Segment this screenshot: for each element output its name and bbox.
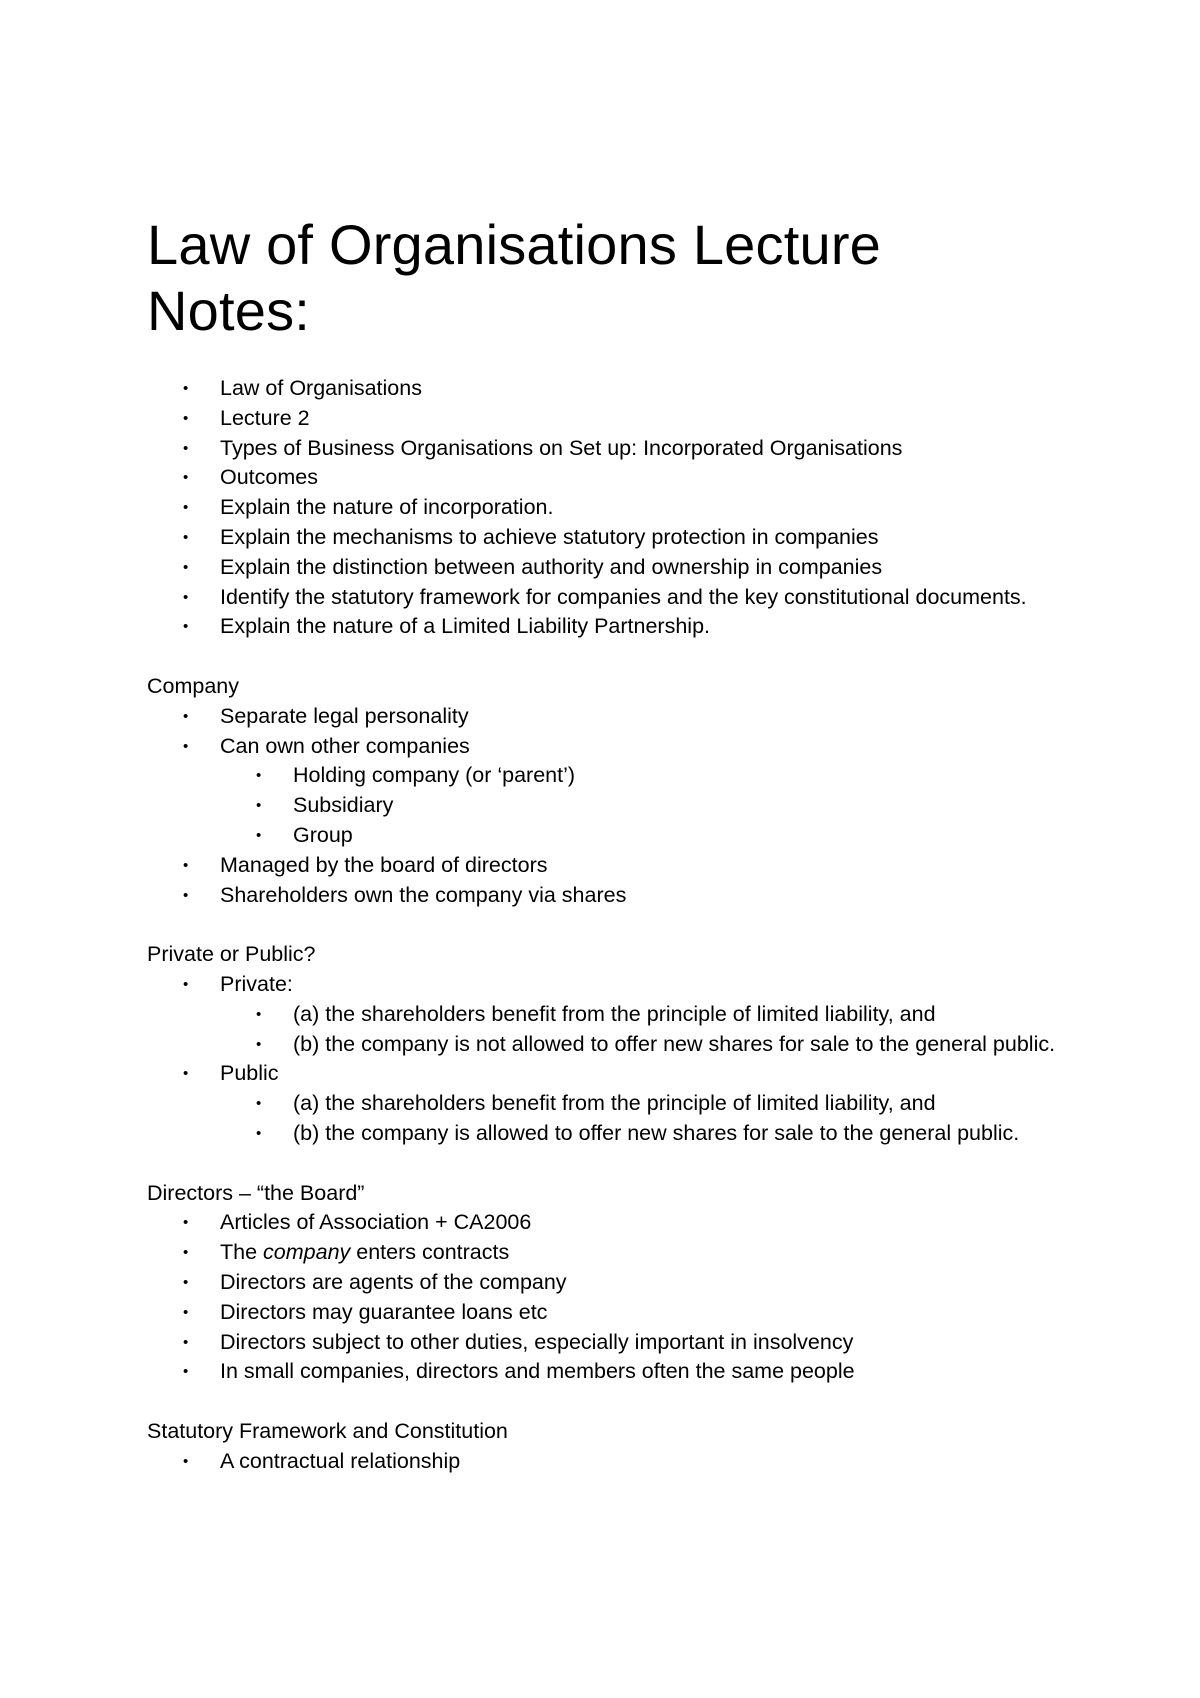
public-list [147, 1059, 1087, 1089]
list-item: • Group [147, 821, 1087, 851]
text-segment: enters contracts [350, 1240, 510, 1265]
section-heading: Private or Public? [147, 942, 316, 967]
public-sub-list [147, 1089, 1087, 1149]
section-private-public [147, 940, 1087, 1149]
list-item: • Subsidiary [147, 791, 1087, 821]
company-list-continued [147, 851, 1087, 911]
list-item: • Articles of Association + CA2006 [147, 1208, 1087, 1238]
list-item: • Identify the statutory framework for companies and the key constitutional documents. [147, 583, 1087, 613]
list-item: • Types of Business Organisations on Set up: Incorporated Organisations [147, 434, 1087, 464]
emphasis-text: company [263, 1240, 351, 1265]
statutory-list [147, 1447, 1087, 1477]
section-heading: Company [147, 673, 240, 698]
list-item: • Shareholders own the company via shares [147, 881, 1087, 911]
list-item: • Separate legal personality [147, 702, 1087, 732]
list-item: • Directors subject to other duties, especially important in insolvency [147, 1328, 1087, 1358]
intro-list [147, 374, 1087, 642]
list-item: • Explain the nature of a Limited Liability Partnership. [147, 612, 1087, 642]
section-company [147, 672, 1087, 910]
list-item: • A contractual relationship [147, 1447, 1087, 1477]
page-title-line-1: Law of Organisations Lecture [147, 213, 882, 276]
list-item: • Explain the distinction between authority and ownership in companies [147, 553, 1087, 583]
list-item: • (a) the shareholders benefit from the principle of limited liability, and [147, 1000, 1087, 1030]
list-item: • Outcomes [147, 463, 1087, 493]
list-item: • Holding company (or ‘parent’) [147, 761, 1087, 791]
directors-list [147, 1208, 1087, 1387]
list-item: • In small companies, directors and members often the same people [147, 1357, 1087, 1387]
list-item: • Lecture 2 [147, 404, 1087, 434]
private-list [147, 970, 1087, 1000]
company-sub-list [147, 761, 1087, 850]
list-item: • Law of Organisations [147, 374, 1087, 404]
list-item: • Can own other companies [147, 732, 1087, 762]
list-item: • Directors may guarantee loans etc [147, 1298, 1087, 1328]
list-item: • Public [147, 1059, 1087, 1089]
text-segment: The [220, 1240, 264, 1265]
section-heading: Statutory Framework and Constitution [147, 1418, 508, 1443]
list-item: • Explain the mechanisms to achieve statutory protection in companies [147, 523, 1087, 553]
page-title-line-2: Notes: [147, 279, 311, 342]
section-statutory [147, 1417, 1087, 1477]
list-item: • Directors are agents of the company [147, 1268, 1087, 1298]
list-item: • (a) the shareholders benefit from the principle of limited liability, and [147, 1089, 1087, 1119]
section-heading: Directors – “the Board” [147, 1180, 365, 1205]
company-list [147, 702, 1087, 762]
list-item: • Explain the nature of incorporation. [147, 493, 1087, 523]
list-item: • (b) the company is allowed to offer new shares for sale to the general public. [147, 1119, 1087, 1149]
private-sub-list [147, 1000, 1087, 1060]
list-item: • Private: [147, 970, 1087, 1000]
list-item [147, 1238, 1087, 1268]
list-item: • Managed by the board of directors [147, 851, 1087, 881]
section-directors [147, 1179, 1087, 1388]
page-title [147, 212, 1087, 344]
list-item: • (b) the company is not allowed to offer new shares for sale to the general public. [147, 1030, 1087, 1060]
document-body [147, 212, 1087, 1476]
